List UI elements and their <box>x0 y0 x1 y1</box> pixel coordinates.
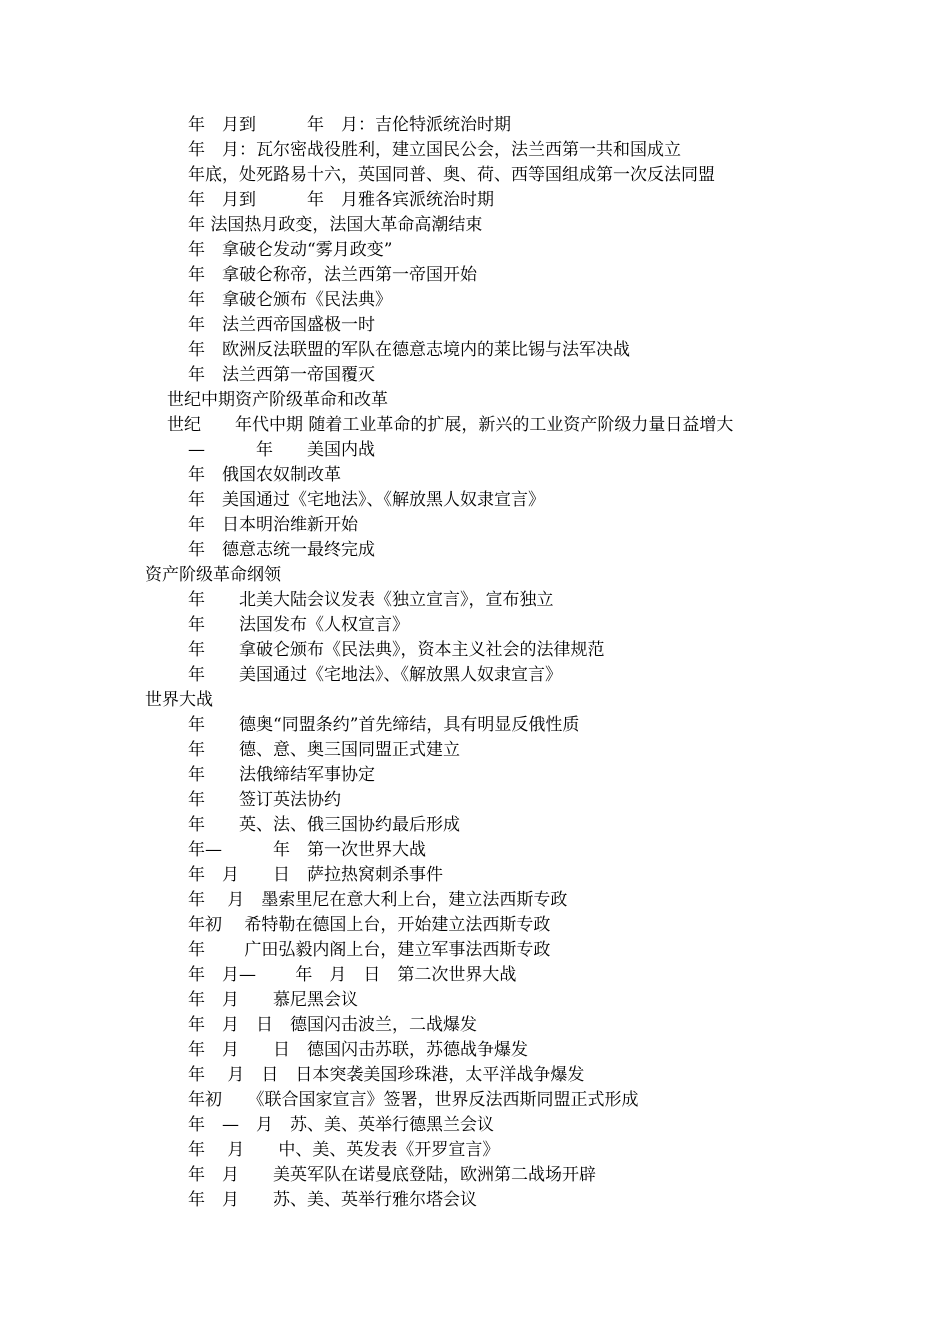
text-line: 年 德奥“同盟条约”首先缔结，具有明显反俄性质 <box>188 715 580 735</box>
text-line: 年 美国通过《宅地法》、《解放黑人奴隶宣言》 <box>188 490 545 510</box>
text-line: 年 法俄缔结军事协定 <box>188 765 375 785</box>
text-line: 年 德、意、奥三国同盟正式建立 <box>188 740 460 760</box>
text-line: 年 欧洲反法联盟的军队在德意志境内的莱比锡与法军决战 <box>188 340 630 360</box>
section-heading: 资产阶级革命纲领 <box>145 565 281 585</box>
text-line: 年 日本明治维新开始 <box>188 515 358 535</box>
text-line: 年 月 美英军队在诺曼底登陆，欧洲第二战场开辟 <box>188 1165 596 1185</box>
text-line: 年 月 日 德国闪击波兰，二战爆发 <box>188 1015 477 1035</box>
section-heading: 世界大战 <box>145 690 213 710</box>
text-line: 年 北美大陆会议发表《独立宣言》，宣布独立 <box>188 590 554 610</box>
text-line: 年 法兰西帝国盛极一时 <box>188 315 375 335</box>
text-line: 年 月 慕尼黑会议 <box>188 990 358 1010</box>
text-line: 年 拿破仑颁布《民法典》 <box>188 290 392 310</box>
text-line: 年 法国发布《人权宣言》 <box>188 615 409 635</box>
text-line: 年 月 苏、美、英举行雅尔塔会议 <box>188 1190 477 1210</box>
text-line: 年 拿破仑颁布《民法典》，资本主义社会的法律规范 <box>188 640 605 660</box>
text-line: 年 月 中、美、英发表《开罗宣言》 <box>188 1140 500 1160</box>
text-line: 年 德意志统一最终完成 <box>188 540 375 560</box>
text-line: 年 拿破仑称帝，法兰西第一帝国开始 <box>188 265 477 285</box>
text-line: — 年 美国内战 <box>188 440 375 460</box>
text-line: 年 月 墨索里尼在意大利上台，建立法西斯专政 <box>188 890 568 910</box>
text-line: 年 月到 年 月：吉伦特派统治时期 <box>188 115 511 135</box>
text-line: 年— 年 第一次世界大战 <box>188 840 426 860</box>
text-line: 年 月 日 萨拉热窝刺杀事件 <box>188 865 443 885</box>
text-line: 世纪 年代中期 随着工业革命的扩展，新兴的工业资产阶级力量日益增大 <box>167 415 734 435</box>
text-line: 年 拿破仑发动“雾月政变” <box>188 240 393 260</box>
text-line: 年 法国热月政变，法国大革命高潮结束 <box>188 215 483 235</box>
text-line: 年 英、法、俄三国协约最后形成 <box>188 815 460 835</box>
text-line: 年 美国通过《宅地法》、《解放黑人奴隶宣言》 <box>188 665 562 685</box>
text-line: 年初 《联合国家宣言》签署，世界反法西斯同盟正式形成 <box>188 1090 639 1110</box>
text-line: 年 月到 年 月雅各宾派统治时期 <box>188 190 494 210</box>
text-line: 年 俄国农奴制改革 <box>188 465 341 485</box>
section-heading: 世纪中期资产阶级革命和改革 <box>167 390 388 410</box>
text-line: 年 — 月 苏、美、英举行德黑兰会议 <box>188 1115 494 1135</box>
text-line: 年 月 日 德国闪击苏联，苏德战争爆发 <box>188 1040 528 1060</box>
text-line: 年 签订英法协约 <box>188 790 341 810</box>
text-line: 年 月 日 日本突袭美国珍珠港，太平洋战争爆发 <box>188 1065 585 1085</box>
text-line: 年初 希特勒在德国上台，开始建立法西斯专政 <box>188 915 551 935</box>
text-line: 年 月：瓦尔密战役胜利，建立国民公会，法兰西第一共和国成立 <box>188 140 681 160</box>
text-line: 年 广田弘毅内阁上台，建立军事法西斯专政 <box>188 940 551 960</box>
text-line: 年底，处死路易十六，英国同普、奥、荷、西等国组成第一次反法同盟 <box>188 165 715 185</box>
text-line: 年 法兰西第一帝国覆灭 <box>188 365 375 385</box>
text-line: 年 月— 年 月 日 第二次世界大战 <box>188 965 517 985</box>
